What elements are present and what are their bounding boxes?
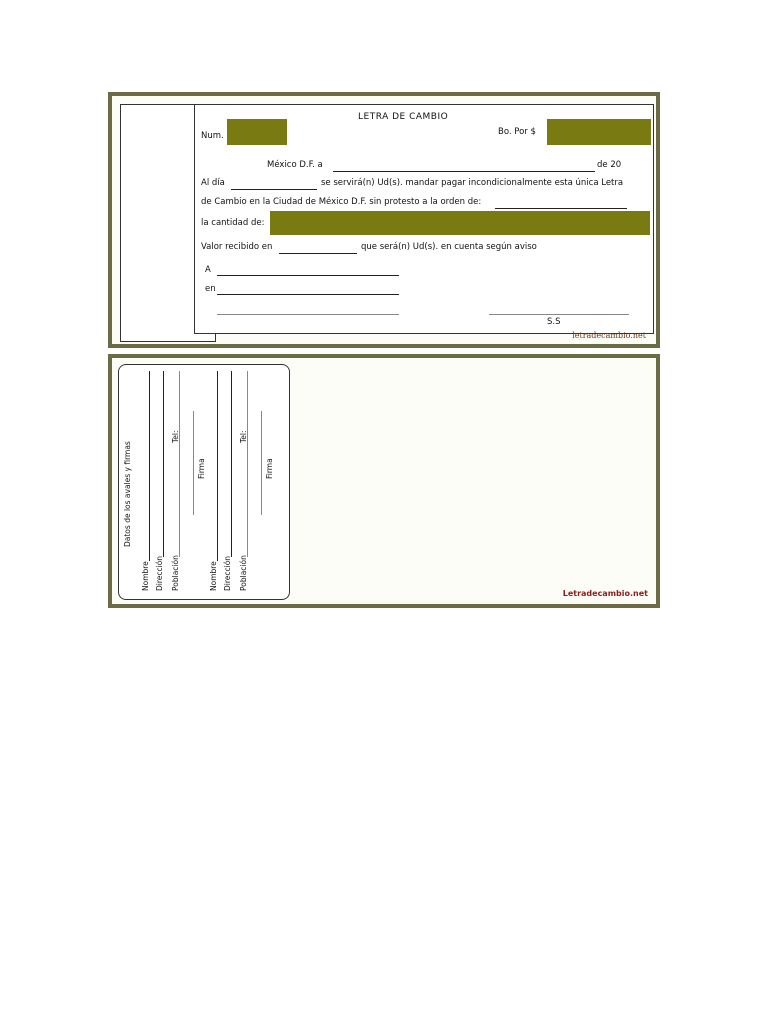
name-line-2[interactable]	[217, 371, 218, 561]
guarantor-box	[118, 364, 290, 600]
day-line[interactable]	[231, 189, 317, 190]
order-text: se servirá(n) Ud(s). mandar pagar incondicionalmente esta única Letra	[321, 178, 624, 188]
signature-line-1[interactable]	[193, 411, 194, 515]
to-line[interactable]	[217, 275, 399, 276]
signature-label-1: Firma	[197, 458, 206, 479]
place-date-prefix: México D.F. a	[267, 160, 323, 170]
value-text: que será(n) Ud(s). en cuenta según aviso	[361, 242, 537, 252]
value-line[interactable]	[279, 253, 357, 254]
signature-label: S.S	[547, 317, 561, 327]
address-label-1: Dirección	[155, 555, 164, 591]
num-field[interactable]	[227, 119, 287, 145]
city-text: de Cambio en la Ciudad de México D.F. sin protesto a la orden de:	[201, 197, 482, 207]
in-line[interactable]	[217, 294, 399, 295]
guarantor-title: Datos de los avales y firmas	[123, 441, 132, 547]
brand-back: Letradecambio.net	[562, 589, 648, 598]
to-label: A	[205, 265, 211, 275]
payee-line[interactable]	[495, 208, 627, 209]
address-line-2[interactable]	[231, 371, 232, 557]
address-line-1[interactable]	[163, 371, 164, 557]
phone-label-1: Tel:	[171, 430, 180, 443]
bill-front-inner	[112, 96, 656, 344]
bill-title: LETRA DE CAMBIO	[358, 112, 449, 122]
name-label-1: Nombre	[141, 561, 150, 591]
date-line[interactable]	[333, 171, 595, 172]
num-label: Num.	[201, 131, 224, 141]
place-date-suffix: de 20	[597, 160, 622, 170]
amount-text-label: la cantidad de:	[201, 218, 265, 228]
bill-back	[108, 354, 660, 608]
name-line-1[interactable]	[149, 371, 150, 561]
address-label-2: Dirección	[223, 555, 232, 591]
bill-front	[108, 92, 660, 348]
brand-footer: letradecambio.net	[572, 331, 646, 340]
amount-field[interactable]	[547, 119, 651, 145]
amount-text-field[interactable]	[270, 211, 650, 235]
extra-line[interactable]	[217, 314, 399, 315]
town-line-2[interactable]	[247, 371, 248, 557]
town-label-2: Población	[239, 555, 248, 591]
value-label: Valor recibido en	[201, 242, 273, 252]
signature-line-2[interactable]	[261, 411, 262, 515]
signature-line[interactable]	[489, 314, 629, 315]
signature-label-2: Firma	[265, 458, 274, 479]
name-label-2: Nombre	[209, 561, 218, 591]
town-label-1: Población	[171, 555, 180, 591]
bill-body	[194, 104, 654, 334]
amount-label: Bo. Por $	[498, 127, 536, 137]
in-label: en	[205, 284, 216, 294]
phone-label-2: Tel:	[239, 430, 248, 443]
town-line-1[interactable]	[179, 371, 180, 557]
day-label: Al día	[201, 178, 225, 188]
bill-back-inner	[112, 358, 656, 604]
